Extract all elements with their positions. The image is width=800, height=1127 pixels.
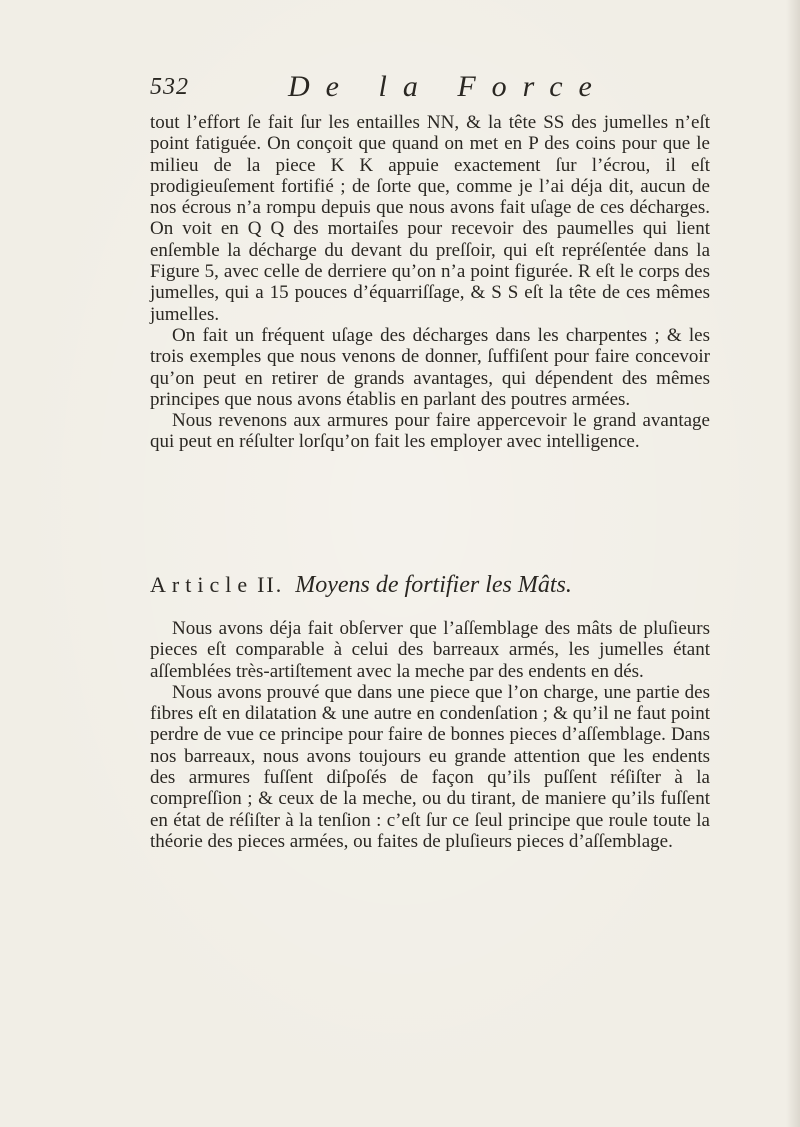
article-title: Moyens de fortifier les Mâts. — [295, 572, 572, 598]
article-label: Article — [150, 572, 254, 597]
paragraph: Nous avons prouvé que dans une piece que l’on charge, une partie des fibres eſt en dilatation & une autre en condenſation ; & qu’il ne faut point perdre de vue ce principe pour faire de bonnes pieces d’aſſemblage. Dans nos barreaux, nous avons toujours eu grande attention que les endents des armures fuſſent diſpoſés de façon qu’ils puſſent réſiſter à la compreſſion ; & ceux de la meche, ou du tirant, de maniere qu’ils fuſſent en état de réſiſter à la tenſion : c’eſt ſur ce ſeul principe que roule toute la théorie des pieces armées, ou faites de pluſieurs pieces d’aſſemblage. — [150, 681, 710, 852]
article-number: II. — [257, 572, 284, 597]
paragraph: Nous revenons aux armures pour faire appercevoir le grand avantage qui peut en réſulter lorſqu’on fait les employer avec intelligence. — [150, 410, 710, 453]
body-text-section-2 — [150, 618, 710, 852]
article-heading — [150, 572, 710, 599]
paragraph: On fait un fréquent uſage des décharges dans les charpentes ; & les trois exemples que nous venons de donner, ſuffiſent pour faire concevoir qu’on peut en retirer de grands avantages, qui dépendent des mêmes principes que nous avons établis en parlant des poutres armées. — [150, 324, 710, 410]
page-header — [150, 70, 710, 106]
running-title: De la Force — [288, 70, 608, 103]
body-text-section-1 — [150, 112, 710, 453]
page-edge-shadow — [786, 0, 800, 1127]
paragraph: tout l’effort ſe fait ſur les entailles NN, & la tête SS des jumelles n’eſt point fatiguée. On conçoit que quand on met en P des coins pour que le milieu de la piece K K appuie exactement ſur l’écrou, il eſt prodigieuſement fortifié ; de ſorte que, comme je l’ai déja dit, aucun de nos écrous n’a rompu depuis que nous avons fait uſage de ces décharges. On voit en Q Q des mortaiſes pour recevoir des paumelles qui lient enſemble la décharge du devant du preſſoir, qui eſt repréſentée dans la Figure 5, avec celle de derriere qu’on n’a point figurée. R eſt le corps des jumelles, qui a 15 pouces d’équarriſſage, & S S eſt la tête de ces mêmes jumelles. — [150, 112, 710, 325]
paragraph: Nous avons déja fait obſerver que l’aſſemblage des mâts de pluſieurs pieces eſt comparable à celui des barreaux armés, les jumelles étant aſſemblées très-artiſtement avec la meche par des endents en dés. — [150, 618, 710, 682]
page-number: 532 — [150, 74, 189, 100]
